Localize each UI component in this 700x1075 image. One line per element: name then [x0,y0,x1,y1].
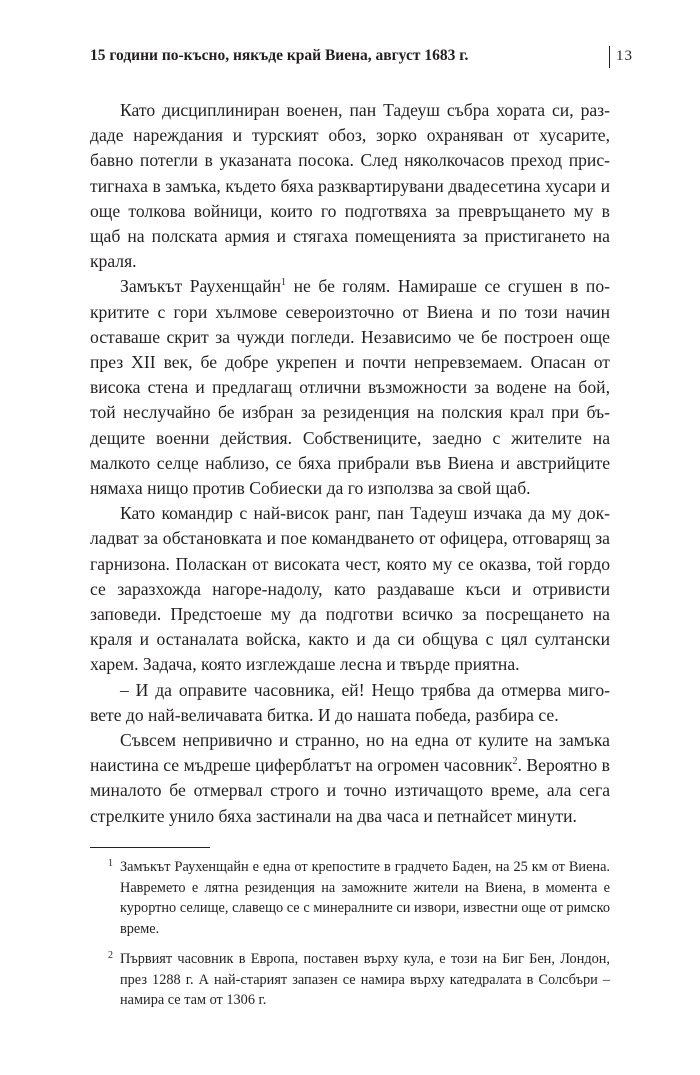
paragraph [90,98,610,274]
running-head-title: 15 години по-късно, някъде край Виена, август 1683 г. [90,47,469,64]
footnote-text: Първият часовник в Европа, поставен върху кула, е този на Биг Бен, Лондон, през 1288 г. А най-старият запазен се намира върху катедралата в Солсбъри – намира се там от 1306 г. [120,951,610,1008]
header-divider [609,46,610,68]
paragraph-text: не бе голям. Намираше се сгушен в покритите с гори хълмове североизточно от Виена и по този начин оставаше скрит за чужди погледи. Независимо че бе построен още през XII век, бе добре укрепен и почти непревземаем. Опасан от висока стена и предлагащ отлични възможности за водене на бой, той неслучайно бе избран за резиденция на полския крал при бъдещите военни действия. Собствениците, заедно с жителите на малкото селце наблизо, се бяха прибрали във Виена и австрийците нямаха нищо против Собиески да го използва за свой щаб. [90,276,610,499]
footnote-separator [90,847,210,848]
paragraph-text: Като дисциплиниран военен, пан Тадеуш събра хората си, раздаде нареждания и турският обоз, зорко охраняван от хусарите, бавно потегли в указаната посока. След няколкочасов преход пристигнаха в замъка, където бяха разквартирувани двадесетина хусари и още толкова войници, които го подготвяха за превръщането му в щаб на полската армия и стягаха помещенията за пристигането на краля. [90,100,610,272]
footnote-ref-2[interactable]: 2 [512,756,518,768]
paragraph [90,501,610,677]
paragraph-text: Замъкът Раухенщайн [120,276,282,297]
footnote-1 [90,857,610,939]
footnote-number: 1 [108,858,113,869]
paragraph [90,678,610,728]
footnote-number: 2 [108,950,113,961]
paragraph [90,728,610,829]
paragraph-text: – И да оправите часовника, ей! Нещо трябва да отмерва миговете до най-величавата битка. И до нашата победа, разбира се. [90,679,610,725]
footnotes [90,857,610,1021]
page-number: 13 [616,48,633,64]
paragraph [90,274,610,501]
main-text [90,98,610,829]
paragraph-text: . Вероятно в миналото бе отмервал строго и точно изтичащото време, ала сега стрелките унило бяха застинали на два часа и петнайсет минути. [90,755,610,826]
footnote-ref-1[interactable]: 1 [281,277,287,289]
paragraph-text: Съвсем непривично и странно, но на една от кулите на замъка наистина се мъдреше циферблатът на огромен часовник [90,730,610,776]
footnote-text: Замъкът Раухенщайн е една от крепостите в градчето Баден, на 25 км от Виена. Навремето е лятна резиденция на заможните жители на Виена, в момента е курортно селище, славещо се с минералните си извори, известни още от римско време. [120,859,610,937]
footnote-2 [90,949,610,1011]
running-header [90,44,650,68]
paragraph-text: Като командир с най-висок ранг, пан Тадеуш изчака да му докладват за обстановката и пое командването от офицера, отговарящ за гарнизона. Поласкан от високата чест, която му се оказва, той гордо се заразхожда нагоре-надолу, като раздаваше къси и отривисти заповеди. Предстоеше му да подготви всичко за посрещането на краля и останалата войска, както и да си общува с цял султански харем. Задача, която изглеждаше лесна и твърде приятна. [90,503,610,675]
